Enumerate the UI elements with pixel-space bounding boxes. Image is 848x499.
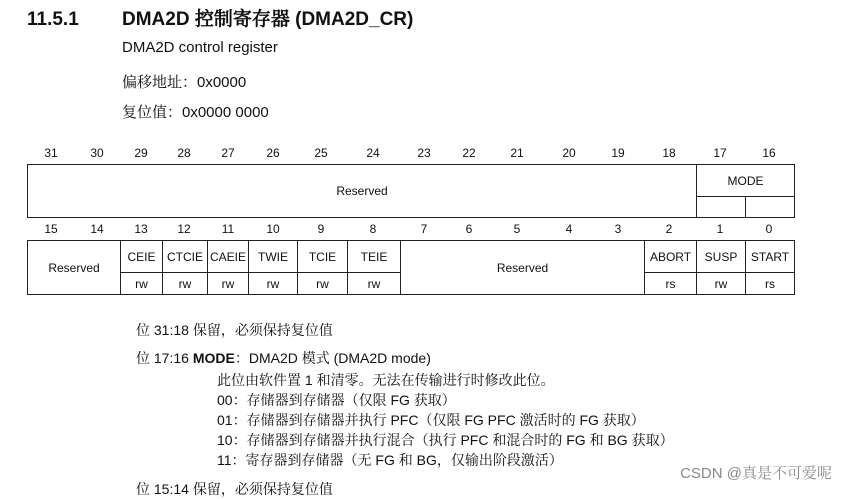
bit-number: 18 [662,146,676,160]
bit-number: 26 [266,146,280,160]
caeie-access: rw [207,272,248,294]
bit-number: 25 [314,146,328,160]
caeie-field: CAEIE [207,241,248,272]
offset-address: 偏移地址：0x0000 [122,74,247,91]
mode-field: MODE [696,165,794,196]
mode-field-name: MODE [192,350,235,366]
bit-number: 10 [266,222,280,236]
teie-field: TEIE [347,241,400,272]
bit-number: 29 [134,146,148,160]
susp-access: rw [696,272,745,294]
bit-number: 13 [134,222,148,236]
bit-number: 12 [177,222,191,236]
bits-15-14-description: 位 15:14 保留，必须保持复位值 [136,481,333,497]
teie-access: rw [347,272,400,294]
register-subtitle: DMA2D control register [122,39,278,56]
bits-17-16-prefix: 位 17:16 [136,350,193,366]
reserved-field-15-14: Reserved [48,260,100,275]
abort-field: ABORT [644,241,696,272]
mode-field-title: ：DMA2D 模式 (DMA2D mode) [234,350,431,366]
register-lower-half [27,240,795,295]
mode-option-01: 01：存储器到存储器并执行 PFC（仅限 FG PFC 激活时的 FG 获取） [217,412,645,428]
bit-number: 7 [420,222,428,236]
bit-number: 24 [366,146,380,160]
bit-number: 19 [611,146,625,160]
ceie-field: CEIE [120,241,162,272]
bit-number: 14 [90,222,104,236]
bit-number: 11 [221,222,235,236]
bits-17-16-description [136,348,431,368]
bit-number: 17 [713,146,727,160]
bit-number: 22 [462,146,476,160]
ctcie-access: rw [162,272,207,294]
mode-option-10: 10：存储器到存储器并执行混合（执行 PFC 和混合时的 FG 和 BG 获取） [217,432,674,448]
bit-number: 0 [765,222,773,236]
tcie-access: rw [297,272,347,294]
bit-number: 15 [44,222,58,236]
bit-number: 28 [177,146,191,160]
bit-number: 3 [614,222,622,236]
section-number: 11.5.1 [27,9,79,30]
bit-number: 20 [562,146,576,160]
bit-number: 23 [417,146,431,160]
mode-option-00: 00：存储器到存储器（仅限 FG 获取） [217,392,456,408]
ceie-access: rw [120,272,162,294]
section-title: DMA2D 控制寄存器 (DMA2D_CR) [122,9,414,30]
reset-value: 复位值：0x0000 0000 [122,104,269,121]
csdn-watermark: CSDN @真是不可爱呢 [680,465,832,482]
twie-field: TWIE [248,241,297,272]
reserved-field-7-3: Reserved [400,241,644,294]
start-access: rs [745,272,794,294]
bit-number: 1 [716,222,724,236]
abort-access: rs [644,272,696,294]
ctcie-field: CTCIE [162,241,207,272]
reserved-field-31-18: Reserved [336,184,388,198]
twie-access: rw [248,272,297,294]
mode-description-line: 此位由软件置 1 和清零。无法在传输进行时修改此位。 [217,372,555,388]
start-field: START [745,241,794,272]
mode-option-11: 11：寄存器到存储器（无 FG 和 BG，仅输出阶段激活） [217,452,563,468]
section-heading [27,4,413,31]
bit-number: 16 [762,146,776,160]
bit-number: 6 [465,222,473,236]
bit-number: 30 [90,146,104,160]
bit-number: 31 [44,146,58,160]
bits-31-18-description: 位 31:18 保留，必须保持复位值 [136,322,333,338]
bit-number: 5 [513,222,521,236]
register-upper-half [27,164,795,218]
bit-number: 27 [221,146,235,160]
susp-field: SUSP [696,241,745,272]
bit-number: 8 [369,222,377,236]
bit-number: 9 [317,222,325,236]
mode-bit-17-access [696,196,745,217]
tcie-field: TCIE [297,241,347,272]
bit-number: 4 [565,222,573,236]
bit-number: 2 [665,222,673,236]
bit-number: 21 [510,146,524,160]
mode-bit-16-access [745,196,794,217]
